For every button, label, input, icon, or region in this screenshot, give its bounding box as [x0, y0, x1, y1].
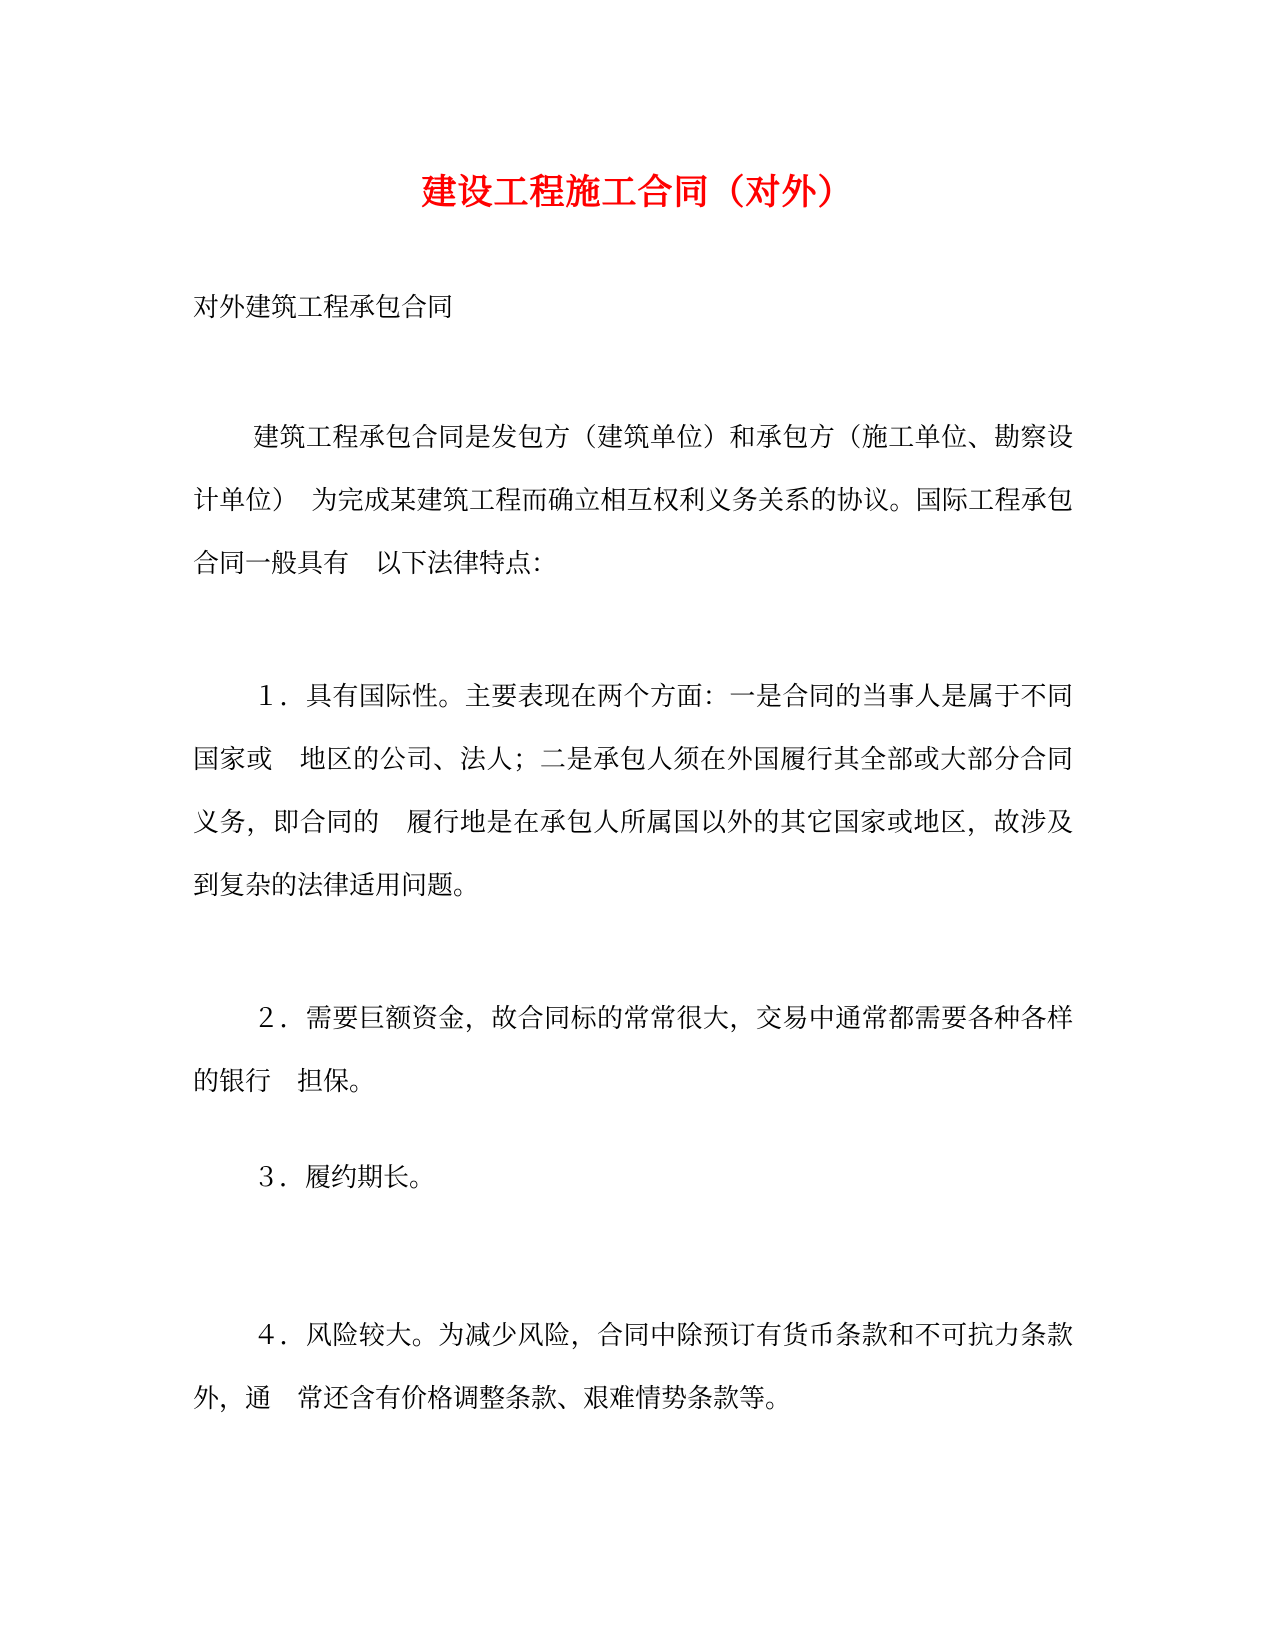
point-2-paragraph: ２．需要巨额资金，故合同标的常常很大，交易中通常都需要各种各样的银行 担保。: [193, 1004, 1073, 1097]
point-4-paragraph: ４．风险较大。为减少风险，合同中除预订有货币条款和不可抗力条款外，通 常还含有价格调整条款、艰难情势条款等。: [193, 1321, 1073, 1414]
point-3-paragraph: ３．履约期长。: [253, 1163, 436, 1193]
point-1-paragraph: １．具有国际性。主要表现在两个方面：一是合同的当事人是属于不同国家或 地区的公司、法人；二是承包人须在外国履行其全部或大部分合同义务，即合同的 履行地是在承包人所属国以外的其它国家或地区，故涉及到复杂的法律适用问题。: [193, 682, 1073, 901]
document-title: 建设工程施工合同（对外）: [421, 172, 854, 213]
intro-paragraph: 建筑工程承包合同是发包方（建筑单位）和承包方（施工单位、勘察设计单位） 为完成某建筑工程而确立相互权利义务关系的协议。国际工程承包合同一般具有 以下法律特点：: [193, 423, 1073, 579]
document-subtitle: 对外建筑工程承包合同: [193, 293, 454, 323]
